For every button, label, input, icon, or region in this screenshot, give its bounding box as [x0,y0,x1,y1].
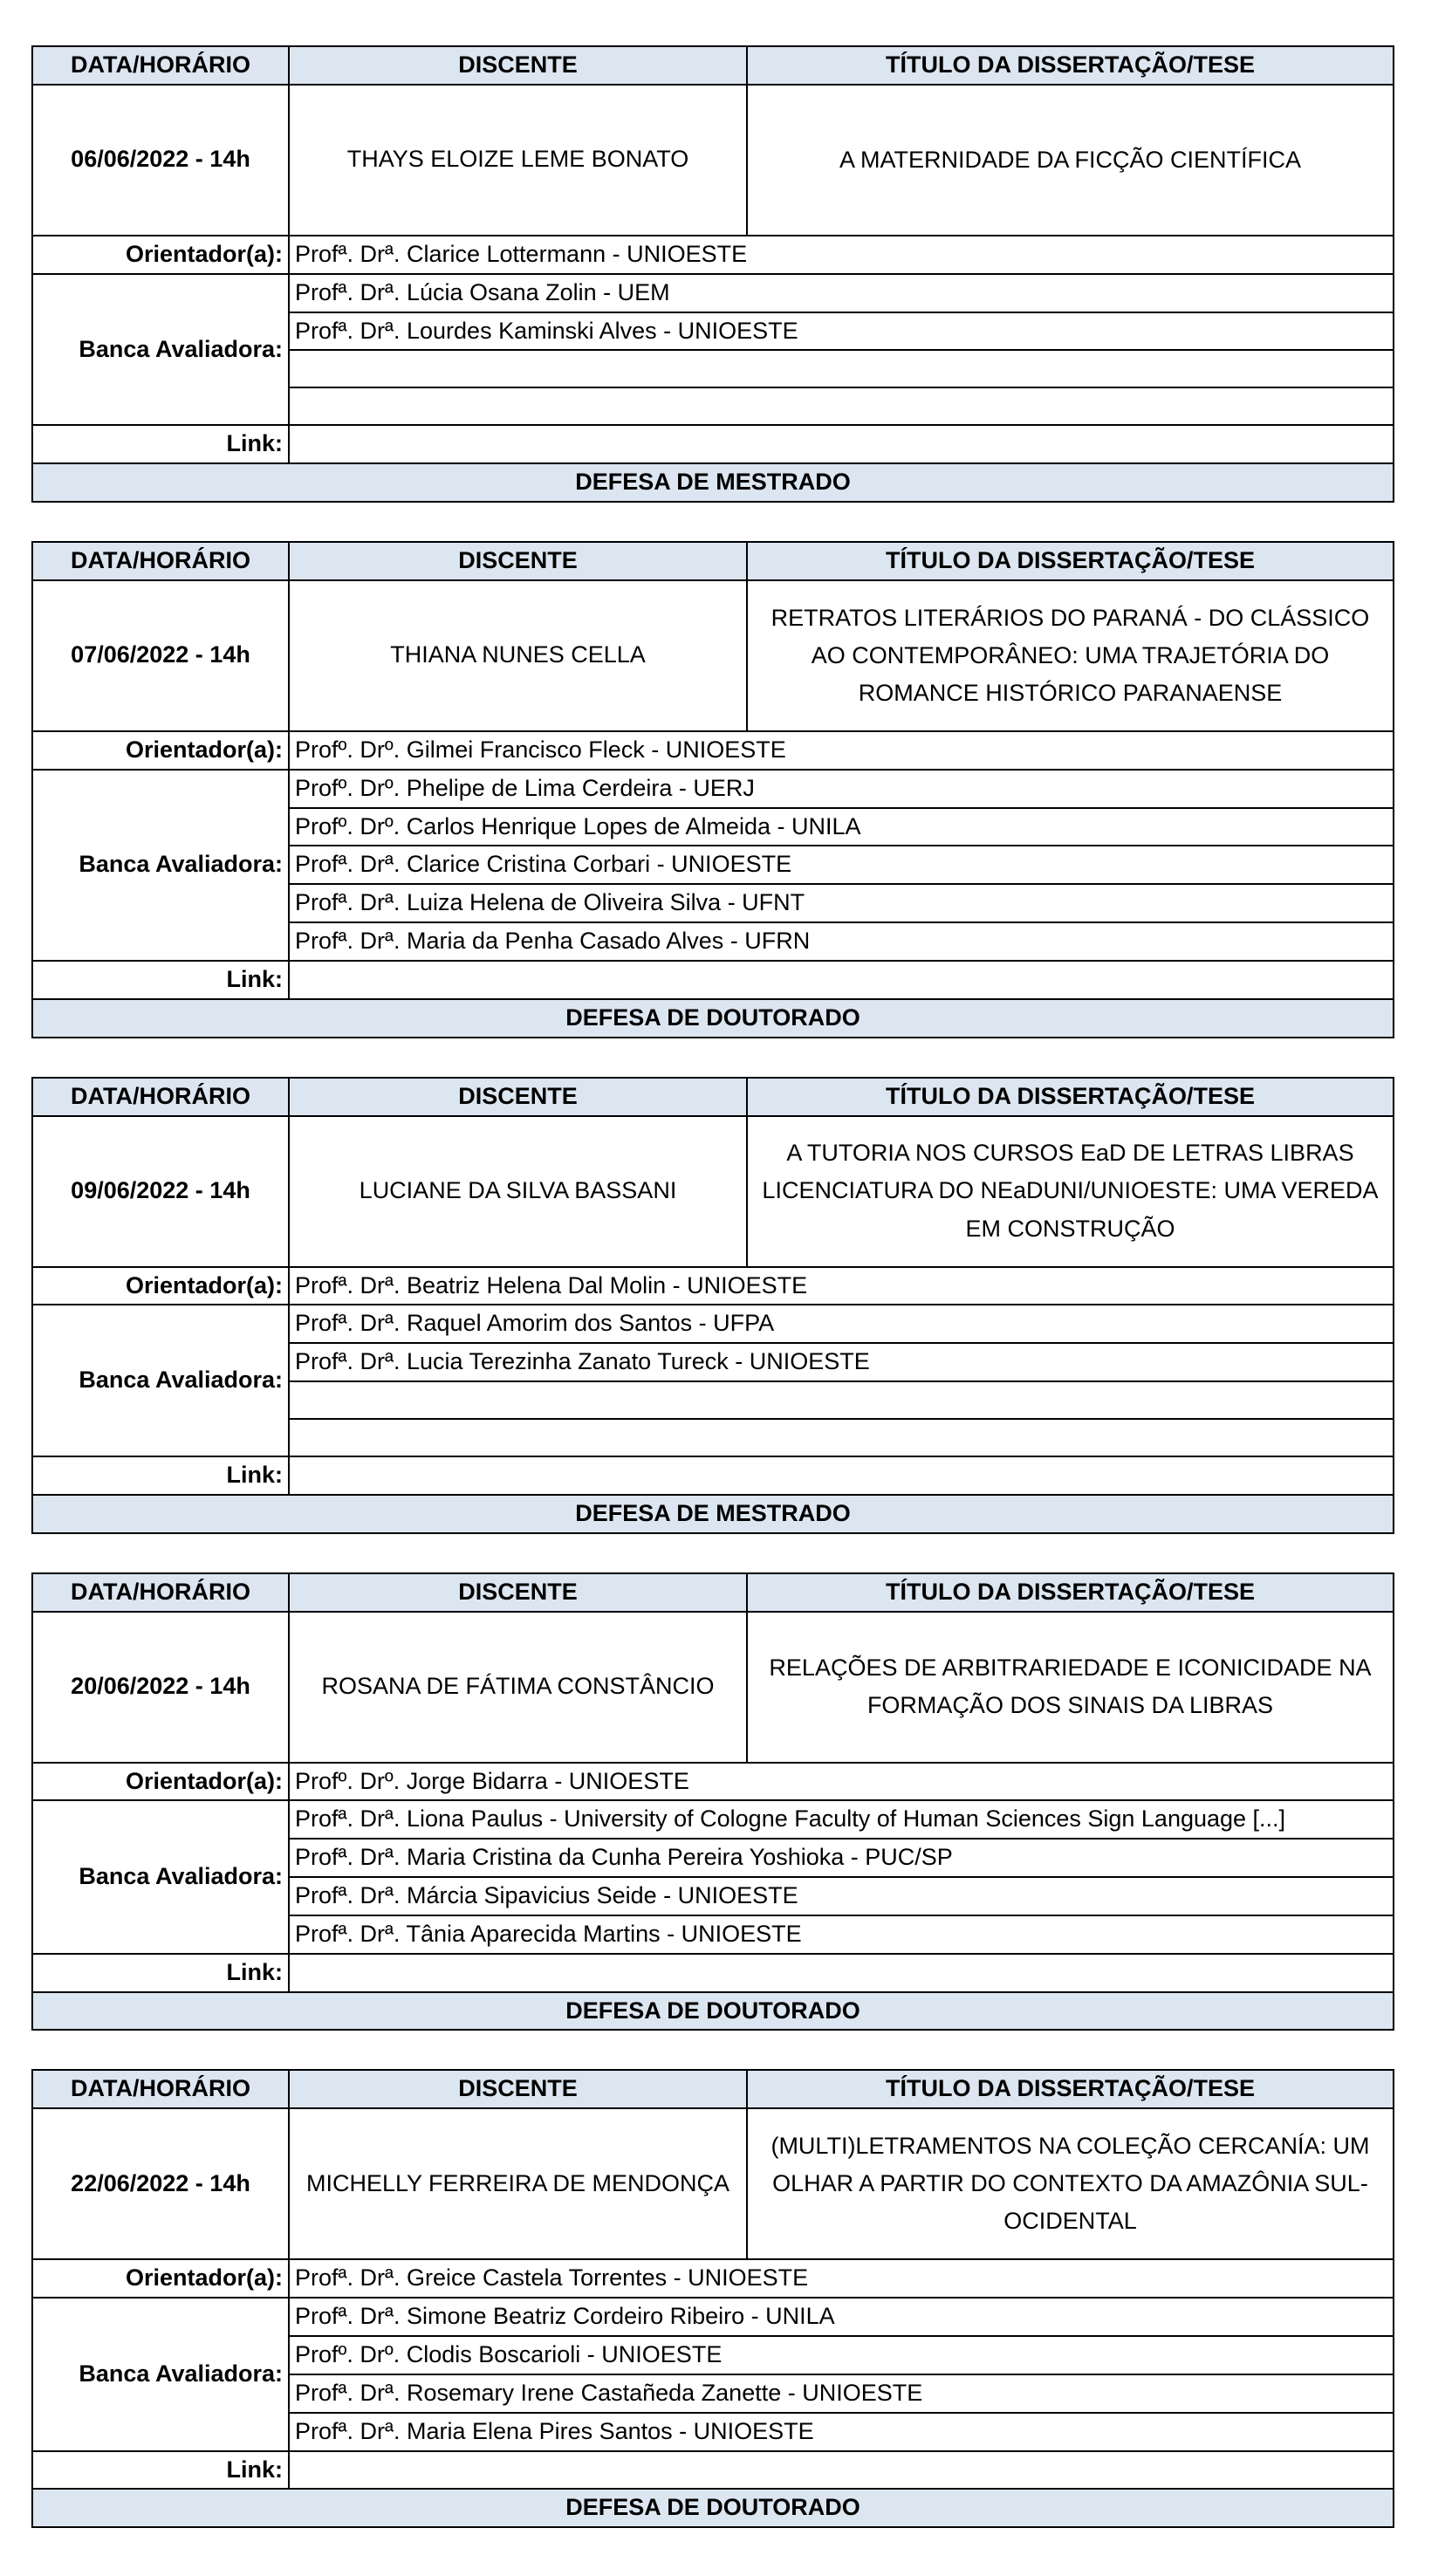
header-date: DATA/HORÁRIO [32,2070,289,2108]
defense-date: 20/06/2022 - 14h [32,1612,289,1763]
defense-table [31,541,1394,1038]
defense-table [31,45,1394,503]
defense-date: 07/06/2022 - 14h [32,580,289,731]
committee-label: Banca Avaliadora: [32,274,289,426]
advisor-row [32,1763,1394,1801]
committee-row [32,274,1394,312]
advisor-label: Orientador(a): [32,731,289,770]
committee-member: Profª. Drª. Lourdes Kaminski Alves - UNIOESTE [289,312,1394,351]
committee-member [289,387,1394,425]
committee-member: Profª. Drª. Lúcia Osana Zolin - UEM [289,274,1394,312]
committee-member: Profª. Drª. Maria da Penha Casado Alves - UFRN [289,922,1394,961]
defense-date: 09/06/2022 - 14h [32,1116,289,1267]
committee-member [289,350,1394,387]
header-student: DISCENTE [289,1573,747,1612]
committee-member: Profª. Drª. Márcia Sipavicius Seide - UNIOESTE [289,1877,1394,1915]
defense-block [31,541,1393,1038]
link-value [289,1456,1394,1495]
committee-member: Profª. Drª. Liona Paulus - University of Cologne Faculty of Human Sciences Sign Language [...] [289,1800,1394,1839]
student-name: THIANA NUNES CELLA [289,580,747,731]
defense-type: DEFESA DE MESTRADO [32,1495,1394,1533]
header-date: DATA/HORÁRIO [32,46,289,85]
advisor-name: Profº. Drº. Gilmei Francisco Fleck - UNIOESTE [289,731,1394,770]
committee-member: Profª. Drª. Tânia Aparecida Martins - UNIOESTE [289,1915,1394,1954]
header-student: DISCENTE [289,1078,747,1116]
header-student: DISCENTE [289,542,747,580]
student-name: LUCIANE DA SILVA BASSANI [289,1116,747,1267]
defense-type-row [32,2489,1394,2527]
defense-block [31,1077,1393,1534]
defense-block [31,45,1393,503]
advisor-name: Profª. Drª. Clarice Lottermann - UNIOESTE [289,236,1394,274]
defense-type: DEFESA DE MESTRADO [32,463,1394,502]
defense-table [31,1077,1394,1534]
header-title: TÍTULO DA DISSERTAÇÃO/TESE [747,1573,1394,1612]
student-name: MICHELLY FERREIRA DE MENDONÇA [289,2108,747,2259]
committee-member: Profº. Drº. Phelipe de Lima Cerdeira - UERJ [289,770,1394,808]
defense-block [31,2069,1393,2528]
committee-member: Profª. Drª. Luiza Helena de Oliveira Silva - UFNT [289,884,1394,922]
header-row [32,46,1394,85]
committee-member: Profª. Drª. Clarice Cristina Corbari - UNIOESTE [289,846,1394,884]
defense-table [31,1572,1394,2031]
committee-member: Profª. Drª. Simone Beatriz Cordeiro Ribeiro - UNILA [289,2298,1394,2336]
student-name: THAYS ELOIZE LEME BONATO [289,85,747,236]
advisor-row [32,1267,1394,1305]
defense-type-row [32,999,1394,1038]
defense-info-row [32,1612,1394,1763]
committee-row [32,1800,1394,1839]
defense-info-row [32,85,1394,236]
thesis-title: RELAÇÕES DE ARBITRARIEDADE E ICONICIDADE NA FORMAÇÃO DOS SINAIS DA LIBRAS [747,1612,1394,1763]
header-row [32,2070,1394,2108]
defense-type: DEFESA DE DOUTORADO [32,1992,1394,2031]
committee-member: Profª. Drª. Lucia Terezinha Zanato Tureck - UNIOESTE [289,1343,1394,1381]
thesis-title: A MATERNIDADE DA FICÇÃO CIENTÍFICA [747,85,1394,236]
link-value [289,425,1394,463]
header-student: DISCENTE [289,46,747,85]
header-date: DATA/HORÁRIO [32,1078,289,1116]
link-label: Link: [32,961,289,999]
advisor-name: Profª. Drª. Greice Castela Torrentes - UNIOESTE [289,2259,1394,2298]
defense-type-row [32,1992,1394,2031]
header-row [32,1078,1394,1116]
header-title: TÍTULO DA DISSERTAÇÃO/TESE [747,1078,1394,1116]
link-row [32,1456,1394,1495]
advisor-name: Profº. Drº. Jorge Bidarra - UNIOESTE [289,1763,1394,1801]
defense-info-row [32,2108,1394,2259]
committee-member: Profº. Drº. Carlos Henrique Lopes de Almeida - UNILA [289,808,1394,846]
thesis-title: A TUTORIA NOS CURSOS EaD DE LETRAS LIBRAS LICENCIATURA DO NEaDUNI/UNIOESTE: UMA VEREDA EM CONSTRUÇÃO [747,1116,1394,1267]
advisor-label: Orientador(a): [32,1763,289,1801]
link-label: Link: [32,1456,289,1495]
defense-block [31,1572,1393,2031]
committee-row [32,770,1394,808]
advisor-label: Orientador(a): [32,1267,289,1305]
advisor-label: Orientador(a): [32,236,289,274]
header-row [32,542,1394,580]
link-row [32,1954,1394,1992]
committee-label: Banca Avaliadora: [32,1305,289,1456]
advisor-label: Orientador(a): [32,2259,289,2298]
advisor-row [32,731,1394,770]
committee-member [289,1381,1394,1419]
committee-member: Profª. Drª. Maria Elena Pires Santos - UNIOESTE [289,2413,1394,2451]
committee-row [32,2298,1394,2336]
header-title: TÍTULO DA DISSERTAÇÃO/TESE [747,46,1394,85]
link-value [289,2451,1394,2490]
advisor-row [32,2259,1394,2298]
defense-type: DEFESA DE DOUTORADO [32,999,1394,1038]
defense-info-row [32,580,1394,731]
defense-type: DEFESA DE DOUTORADO [32,2489,1394,2527]
thesis-title: (MULTI)LETRAMENTOS NA COLEÇÃO CERCANÍA: UM OLHAR A PARTIR DO CONTEXTO DA AMAZÔNIA SUL-OCIDENTAL [747,2108,1394,2259]
committee-member: Profª. Drª. Raquel Amorim dos Santos - UFPA [289,1305,1394,1343]
header-row [32,1573,1394,1612]
link-value [289,961,1394,999]
link-row [32,425,1394,463]
committee-member: Profº. Drº. Clodis Boscarioli - UNIOESTE [289,2336,1394,2374]
student-name: ROSANA DE FÁTIMA CONSTÂNCIO [289,1612,747,1763]
defense-schedule [31,45,1393,2566]
defense-table [31,2069,1394,2528]
defense-date: 22/06/2022 - 14h [32,2108,289,2259]
link-label: Link: [32,2451,289,2490]
link-row [32,2451,1394,2490]
committee-member: Profª. Drª. Rosemary Irene Castañeda Zanette - UNIOESTE [289,2374,1394,2413]
defense-date: 06/06/2022 - 14h [32,85,289,236]
link-label: Link: [32,1954,289,1992]
link-label: Link: [32,425,289,463]
link-value [289,1954,1394,1992]
committee-label: Banca Avaliadora: [32,2298,289,2450]
link-row [32,961,1394,999]
thesis-title: RETRATOS LITERÁRIOS DO PARANÁ - DO CLÁSSICO AO CONTEMPORÂNEO: UMA TRAJETÓRIA DO ROMANCE HISTÓRICO PARANAENSE [747,580,1394,731]
header-student: DISCENTE [289,2070,747,2108]
committee-row [32,1305,1394,1343]
defense-type-row [32,463,1394,502]
committee-member [289,1419,1394,1456]
defense-info-row [32,1116,1394,1267]
header-date: DATA/HORÁRIO [32,542,289,580]
committee-label: Banca Avaliadora: [32,770,289,961]
committee-label: Banca Avaliadora: [32,1800,289,1953]
defense-type-row [32,1495,1394,1533]
header-date: DATA/HORÁRIO [32,1573,289,1612]
header-title: TÍTULO DA DISSERTAÇÃO/TESE [747,2070,1394,2108]
header-title: TÍTULO DA DISSERTAÇÃO/TESE [747,542,1394,580]
advisor-row [32,236,1394,274]
advisor-name: Profª. Drª. Beatriz Helena Dal Molin - UNIOESTE [289,1267,1394,1305]
committee-member: Profª. Drª. Maria Cristina da Cunha Pereira Yoshioka - PUC/SP [289,1839,1394,1877]
